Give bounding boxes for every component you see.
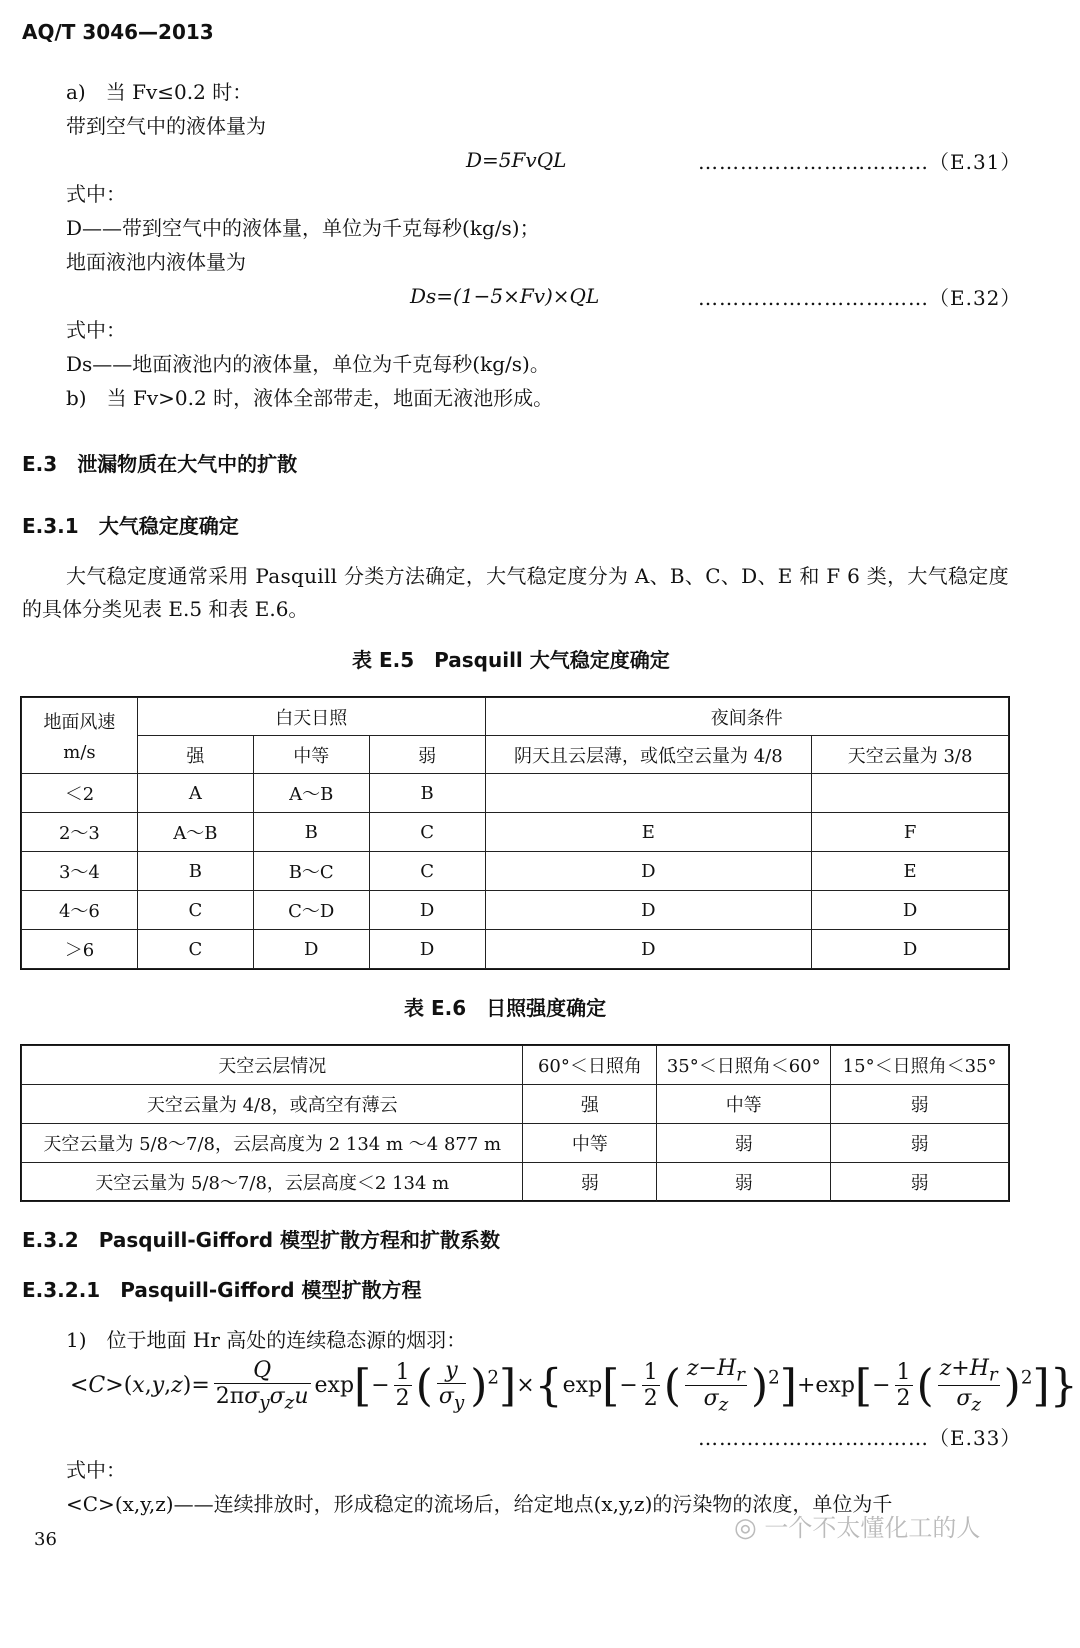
table-cell: D bbox=[253, 930, 369, 969]
table-e5-header-day: 白天日照 bbox=[137, 698, 485, 736]
item-1-text: 位于地面 Hr 高处的连续稳态源的烟羽： bbox=[106, 1328, 467, 1352]
section-e321 bbox=[22, 1276, 422, 1304]
table-cell: C～D bbox=[253, 891, 369, 930]
table-row bbox=[22, 1163, 1009, 1202]
case-a-condition bbox=[66, 78, 252, 106]
case-a-condition-text: 当 Fv≤0.2 时： bbox=[105, 80, 253, 104]
table-cell: A～B bbox=[253, 774, 369, 813]
table-cell: 弱 bbox=[657, 1163, 831, 1202]
table-e5-caption: 表 E.5 Pasquill 大气稳定度确定 bbox=[352, 648, 670, 672]
page-number: 36 bbox=[34, 1529, 57, 1550]
table-e5 bbox=[20, 696, 1010, 970]
table-row bbox=[22, 930, 1009, 969]
table-cell: B bbox=[253, 813, 369, 852]
case-b-label: b) bbox=[66, 386, 87, 410]
table-cell: 弱 bbox=[523, 1163, 657, 1202]
table-e5-header-wind bbox=[22, 698, 138, 774]
table-row bbox=[22, 1085, 1009, 1124]
page-header: AQ/T 3046—2013 bbox=[22, 20, 214, 44]
paragraph-e31-line2: 的具体分类见表 E.5 和表 E.6。 bbox=[22, 597, 309, 621]
table-cell: C bbox=[137, 891, 253, 930]
table-e5-header-medium: 中等 bbox=[253, 736, 369, 774]
table-row bbox=[22, 813, 1009, 852]
section-e321-title: Pasquill-Gifford 模型扩散方程 bbox=[120, 1278, 422, 1302]
table-e6-header-60: 60°＜日照角 bbox=[523, 1046, 657, 1085]
item-1 bbox=[66, 1326, 466, 1354]
section-e32-title: Pasquill-Gifford 模型扩散方程和扩散系数 bbox=[98, 1228, 501, 1252]
paragraph-e31-line1: 大气稳定度通常采用 Pasquill 分类方法确定，大气稳定度分为 A、B、C、D、E 和 F 6 类，大气稳定度 bbox=[66, 564, 1009, 588]
section-e321-number: E.3.2.1 bbox=[22, 1278, 101, 1302]
table-cell: 弱 bbox=[657, 1124, 831, 1163]
table-cell: F bbox=[812, 813, 1009, 852]
section-e3-number: E.3 bbox=[22, 452, 58, 476]
where-label-2: 式中： bbox=[66, 318, 126, 342]
table-cell: B bbox=[137, 852, 253, 891]
table-cell: C bbox=[369, 852, 485, 891]
case-a-label: a) bbox=[66, 80, 86, 104]
where-label-3: 式中： bbox=[66, 1458, 126, 1482]
equation-number-e32: ……………………………（E.32） bbox=[698, 286, 1022, 310]
table-cell: 3～4 bbox=[22, 852, 138, 891]
table-cell: 2～3 bbox=[22, 813, 138, 852]
table-cell: D bbox=[485, 930, 812, 969]
section-e3-title: 泄漏物质在大气中的扩散 bbox=[77, 452, 298, 476]
item-1-label: 1) bbox=[66, 1328, 87, 1352]
definition-Ds: Ds——地面液池内的液体量，单位为千克每秒(kg/s)。 bbox=[66, 352, 550, 376]
table-e5-header-overcast: 阴天且云层薄，或低空云量为 4/8 bbox=[485, 736, 812, 774]
section-e32-number: E.3.2 bbox=[22, 1228, 79, 1252]
table-e5-header-wind-label: 地面风速 bbox=[43, 712, 116, 733]
table-e5-header-night: 夜间条件 bbox=[485, 698, 1008, 736]
table-row bbox=[22, 1124, 1009, 1163]
table-cell: D bbox=[369, 891, 485, 930]
equation-e31: D=5FvQL bbox=[466, 148, 567, 172]
pool-intro: 地面液池内液体量为 bbox=[66, 250, 246, 274]
table-cell: ＞6 bbox=[22, 930, 138, 969]
table-cell: D bbox=[485, 891, 812, 930]
equation-e32: Ds=(1−5×Fv)×QL bbox=[410, 284, 600, 308]
wechat-icon: ◎ bbox=[734, 1513, 757, 1543]
table-cell: D bbox=[485, 852, 812, 891]
table-cell: 弱 bbox=[831, 1124, 1009, 1163]
definition-C: <C>(x,y,z)——连续排放时，形成稳定的流场后，给定地点(x,y,z)的污染物的浓度，单位为千 bbox=[66, 1492, 893, 1516]
equation-number-e31: ……………………………（E.31） bbox=[698, 150, 1022, 174]
equation-number-e33: ……………………………（E.33） bbox=[698, 1426, 1022, 1450]
definition-D: D——带到空气中的液体量，单位为千克每秒(kg/s)； bbox=[66, 216, 540, 240]
section-e3 bbox=[22, 450, 297, 478]
table-row bbox=[22, 774, 1009, 813]
section-e31 bbox=[22, 512, 239, 540]
table-cell: A bbox=[137, 774, 253, 813]
table-cell: C bbox=[137, 930, 253, 969]
table-header-row bbox=[22, 1046, 1009, 1085]
table-row bbox=[22, 852, 1009, 891]
table-cell: D bbox=[812, 930, 1009, 969]
case-b-text: 当 Fv>0.2 时，液体全部带走，地面无液池形成。 bbox=[106, 386, 554, 410]
table-e6-caption: 表 E.6 日照强度确定 bbox=[404, 996, 607, 1020]
watermark-text: 一个不太懂化工的人 bbox=[764, 1514, 981, 1542]
table-cell: D bbox=[812, 891, 1009, 930]
table-cell: A～B bbox=[137, 813, 253, 852]
table-cell: E bbox=[485, 813, 812, 852]
table-cell: 4～6 bbox=[22, 891, 138, 930]
table-e6-header-15-35: 15°＜日照角＜35° bbox=[831, 1046, 1009, 1085]
table-cell: 弱 bbox=[831, 1163, 1009, 1202]
case-a-intro: 带到空气中的液体量为 bbox=[66, 114, 266, 138]
table-cell: 天空云量为 4/8，或高空有薄云 bbox=[22, 1085, 523, 1124]
section-e31-number: E.3.1 bbox=[22, 514, 79, 538]
formula-e33: <C>(x,y,z)= $\frac{Q}{2\pi\sigma_y\sigma_zu}$ exp[− $\frac{1}{2}$ ( $\frac{y}{\sigma_y}$ )$^2$]×{exp[− $\frac{1}{2}$ ( $\frac{z-H_r}{\sigma_z}$ )$^2$]+exp[− $\frac{1}{2}$ ( $\frac{z+H_r}{\sigma_z}$ )$^2$]} bbox=[70, 1356, 1078, 1416]
table-e6-header-cloud: 天空云层情况 bbox=[22, 1046, 523, 1085]
table-cell: 强 bbox=[523, 1085, 657, 1124]
table-cell: 弱 bbox=[831, 1085, 1009, 1124]
table-cell: 天空云量为 5/8～7/8，云层高度＜2 134 m bbox=[22, 1163, 523, 1202]
table-cell: 中等 bbox=[657, 1085, 831, 1124]
table-e6-header-35-60: 35°＜日照角＜60° bbox=[657, 1046, 831, 1085]
table-e5-header-wind-unit: m/s bbox=[63, 742, 96, 763]
section-e31-title: 大气稳定度确定 bbox=[98, 514, 239, 538]
table-e5-header-strong: 强 bbox=[137, 736, 253, 774]
where-label-1: 式中： bbox=[66, 182, 126, 206]
table-row bbox=[22, 891, 1009, 930]
section-e32 bbox=[22, 1226, 500, 1254]
table-e6 bbox=[20, 1044, 1010, 1202]
table-cell: ＜2 bbox=[22, 774, 138, 813]
table-cell: 天空云量为 5/8～7/8，云层高度为 2 134 m ～4 877 m bbox=[22, 1124, 523, 1163]
table-cell: C bbox=[369, 813, 485, 852]
table-cell bbox=[485, 774, 812, 813]
table-e5-header-sky: 天空云量为 3/8 bbox=[812, 736, 1009, 774]
watermark bbox=[734, 1508, 980, 1543]
case-b bbox=[66, 384, 553, 412]
table-cell: D bbox=[369, 930, 485, 969]
table-cell bbox=[812, 774, 1009, 813]
table-cell: B～C bbox=[253, 852, 369, 891]
table-cell: 中等 bbox=[523, 1124, 657, 1163]
table-e5-header-weak: 弱 bbox=[369, 736, 485, 774]
table-cell: B bbox=[369, 774, 485, 813]
table-cell: E bbox=[812, 852, 1009, 891]
